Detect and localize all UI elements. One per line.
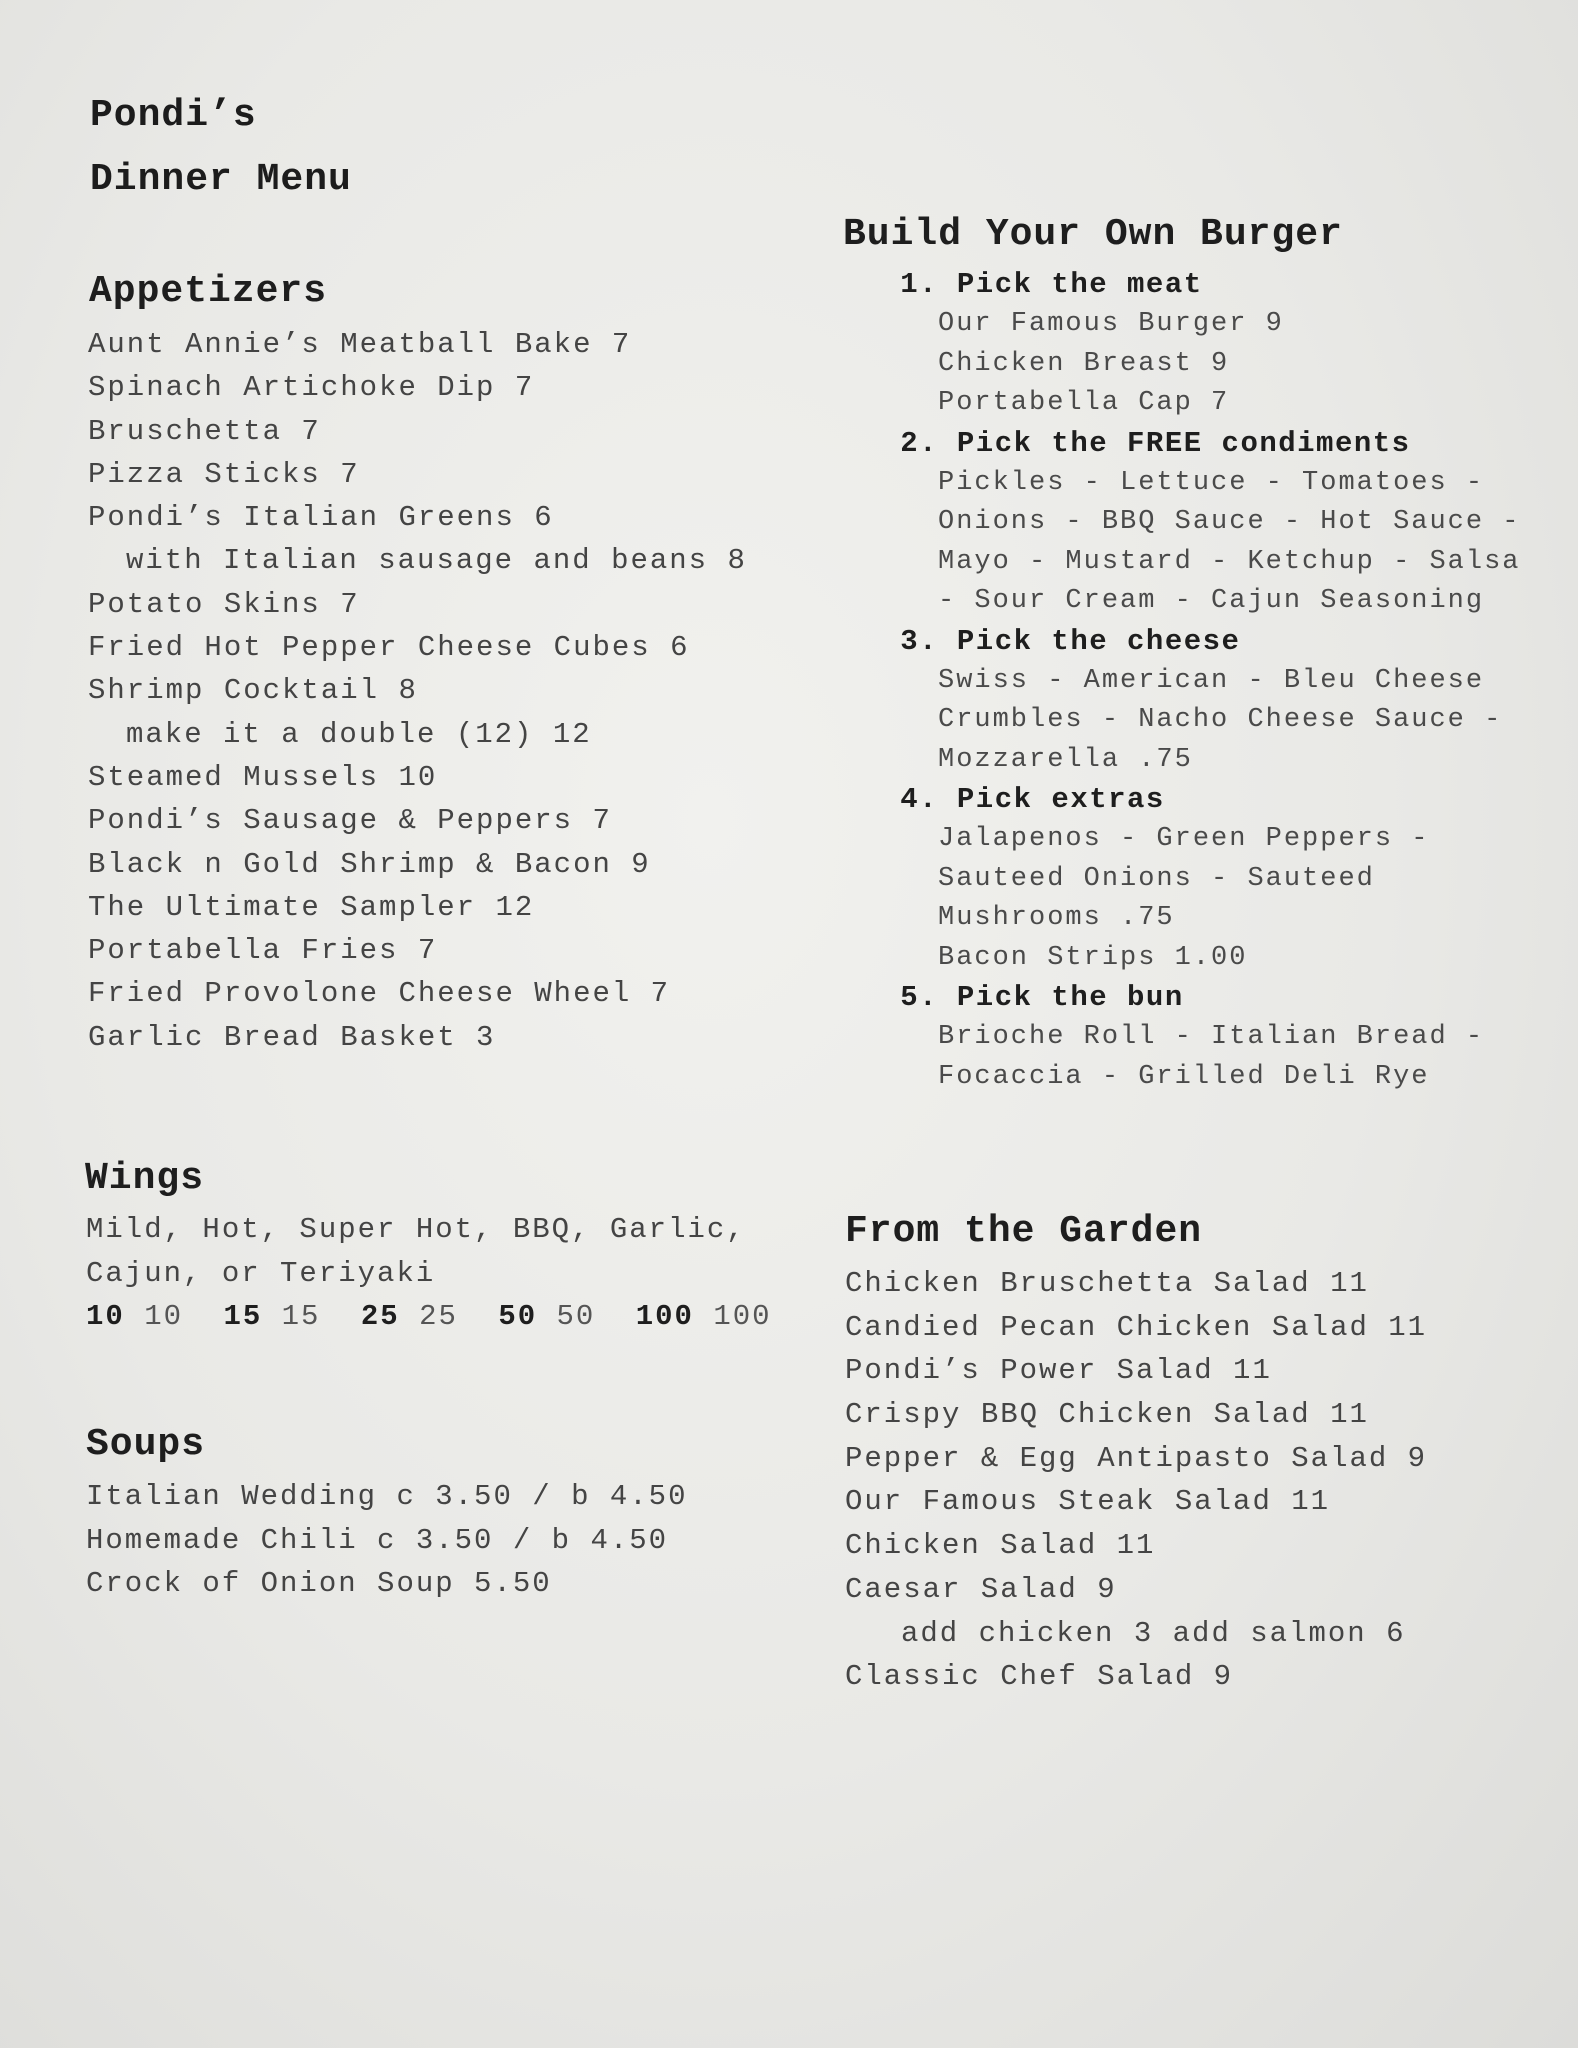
garden-list [845, 1262, 1427, 1699]
menu-item: Steamed Mussels 10 [88, 760, 438, 794]
menu-item: Pondi’s Sausage & Peppers 7 [88, 804, 612, 838]
step-option-line: Jalapenos - Green Peppers - [938, 824, 1430, 854]
soups-heading: Soups [86, 1423, 206, 1466]
wings-price-pair [223, 1295, 320, 1338]
wings-flavors-line: Mild, Hot, Super Hot, BBQ, Garlic, [86, 1213, 746, 1246]
step-number: 2. [900, 426, 938, 460]
menu-item: Caesar Salad 9 [845, 1572, 1117, 1606]
step-option-line: Mushrooms .75 [938, 903, 1175, 933]
menu-item: The Ultimate Sampler 12 [88, 890, 535, 924]
menu-item: Pondi’s Power Salad 11 [845, 1354, 1272, 1388]
menu-item: Crispy BBQ Chicken Salad 11 [845, 1398, 1369, 1432]
menu-item: Italian Wedding c 3.50 / b 4.50 [86, 1480, 688, 1513]
menu-item: Spinach Artichoke Dip 7 [88, 371, 535, 405]
step-option-line: Mayo - Mustard - Ketchup - Salsa [938, 546, 1521, 577]
menu-item: Pepper & Egg Antipasto Salad 9 [845, 1441, 1428, 1475]
menu-item: Chicken Salad 11 [845, 1529, 1156, 1563]
burger-heading: Build Your Own Burger [843, 213, 1343, 256]
step-option-line: Crumbles - Nacho Cheese Sauce - [938, 705, 1503, 735]
step-option-line: Our Famous Burger 9 [938, 309, 1284, 339]
menu-item: Fried Provolone Cheese Wheel 7 [88, 977, 671, 1011]
wings-price-pair [361, 1295, 458, 1338]
menu-item-option: add chicken 3 add salmon 6 [901, 1616, 1406, 1650]
step-option-line: Bacon Strips 1.00 [938, 942, 1248, 973]
menu-title: Dinner Menu [90, 158, 352, 201]
step-number: 3. [900, 624, 938, 658]
step-label: Pick extras [956, 783, 1165, 816]
step-option-line: Brioche Roll - Italian Bread - [938, 1022, 1485, 1052]
burger-step [890, 265, 1520, 424]
step-option-line: Focaccia - Grilled Deli Rye [938, 1061, 1430, 1092]
step-option-line: Portabella Cap 7 [938, 388, 1230, 418]
wings-price: 50 [556, 1300, 596, 1333]
menu-item: Potato Skins 7 [88, 587, 360, 621]
menu-item: Our Famous Steak Salad 11 [845, 1485, 1331, 1519]
menu-item: Garlic Bread Basket 3 [88, 1020, 496, 1054]
soups-list [86, 1475, 688, 1606]
step-label: Pick the meat [956, 268, 1203, 301]
menu-item: Pizza Sticks 7 [88, 457, 360, 491]
wings-price-pair [636, 1295, 772, 1338]
menu-item: Black n Gold Shrimp & Bacon 9 [88, 847, 651, 881]
wings-heading: Wings [85, 1157, 205, 1200]
menu-item-option: make it a double (12) 12 [126, 717, 592, 751]
wings-price-pair [86, 1295, 183, 1338]
menu-item: Aunt Annie’s Meatball Bake 7 [88, 328, 632, 361]
menu-item: Portabella Fries 7 [88, 934, 438, 968]
appetizers-list [88, 323, 747, 1059]
step-option-line: Onions - BBQ Sauce - Hot Sauce - [938, 507, 1521, 537]
wings-prices [86, 1295, 793, 1338]
appetizers-heading: Appetizers [89, 270, 328, 313]
menu-item: Pondi’s Italian Greens 6 [88, 501, 554, 535]
menu-item: Crock of Onion Soup 5.50 [86, 1567, 552, 1601]
burger-step [890, 978, 1520, 1097]
burger-step [890, 780, 1520, 978]
menu-item: Fried Hot Pepper Cheese Cubes 6 [88, 631, 690, 665]
wings-count: 100 [635, 1300, 694, 1333]
step-label: Pick the FREE condiments [956, 426, 1411, 460]
menu-item: Homemade Chili c 3.50 / b 4.50 [86, 1523, 669, 1557]
wings-count: 50 [498, 1300, 538, 1333]
wings-count: 25 [360, 1300, 400, 1333]
step-number: 4. [900, 783, 938, 816]
wings-flavors-line: Cajun, or Teriyaki [86, 1256, 436, 1290]
menu-item: Candied Pecan Chicken Salad 11 [845, 1310, 1428, 1344]
menu-item: Chicken Bruschetta Salad 11 [845, 1267, 1369, 1300]
wings-count: 10 [86, 1300, 125, 1333]
wings-price: 10 [144, 1300, 184, 1333]
step-label: Pick the cheese [956, 624, 1241, 658]
step-option-line: Chicken Breast 9 [938, 348, 1230, 379]
menu-item: Shrimp Cocktail 8 [88, 674, 418, 708]
menu-item: Bruschetta 7 [88, 414, 321, 448]
step-label: Pick the bun [956, 981, 1184, 1014]
wings-price-pair [498, 1295, 595, 1338]
wings-flavors [86, 1208, 746, 1295]
wings-price: 25 [419, 1300, 458, 1333]
step-number: 1. [900, 268, 938, 301]
step-option-line: Sauteed Onions - Sauteed [938, 863, 1375, 894]
step-option-line: - Sour Cream - Cajun Seasoning [938, 586, 1485, 616]
wings-count: 15 [223, 1300, 263, 1333]
menu-item: Classic Chef Salad 9 [845, 1660, 1234, 1694]
burger-step [890, 622, 1520, 781]
restaurant-name: Pondi’s [90, 94, 257, 137]
step-number: 5. [900, 981, 938, 1014]
wings-price: 15 [281, 1300, 321, 1333]
step-option-line: Mozzarella .75 [938, 744, 1193, 775]
burger-steps [890, 265, 1520, 1097]
garden-heading: From the Garden [845, 1210, 1203, 1253]
step-option-line: Swiss - American - Bleu Cheese [938, 665, 1485, 696]
menu-item-option: with Italian sausage and beans 8 [126, 544, 747, 578]
step-option-line: Pickles - Lettuce - Tomatoes - [938, 467, 1485, 498]
burger-step [890, 424, 1520, 622]
wings-price: 100 [713, 1300, 772, 1333]
